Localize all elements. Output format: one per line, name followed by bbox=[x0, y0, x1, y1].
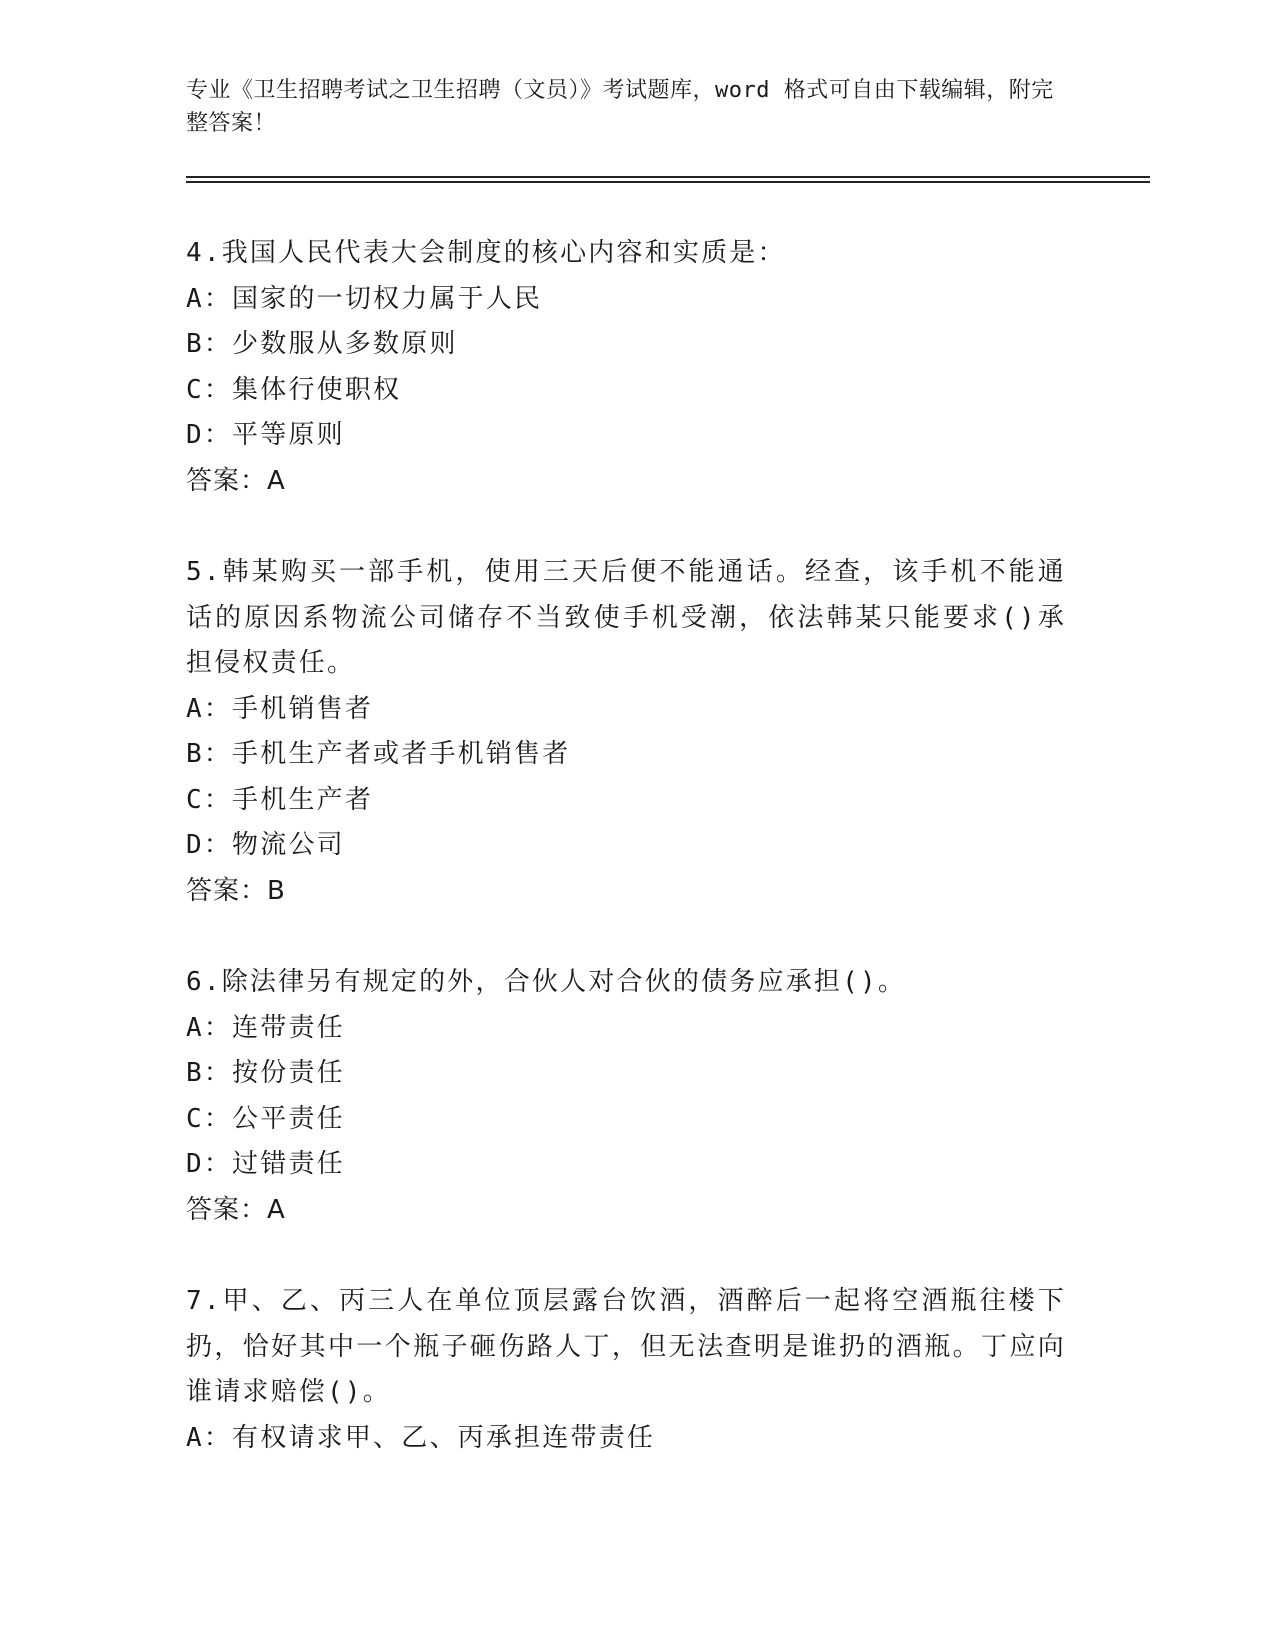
option-b: B：按份责任 bbox=[186, 1058, 345, 1088]
option-a: A：手机销售者 bbox=[186, 693, 374, 724]
option-a: A：国家的一切权力属于人民 bbox=[186, 283, 543, 314]
question-stem: 5.韩某购买一部手机，使用三天后便不能通话。经查，该手机不能通话的原因系物流公司储存不当致使手机受潮，依法韩某只能要求()承担侵权责任。 bbox=[186, 557, 1066, 678]
document-header: 专业《卫生招聘考试之卫生招聘（文员）》考试题库，word 格式可自由下载编辑，附完整答案！ bbox=[186, 78, 1054, 136]
option-c: C：公平责任 bbox=[186, 1103, 345, 1134]
option-c: C：手机生产者 bbox=[186, 784, 374, 815]
option-d: D：平等原则 bbox=[186, 420, 345, 450]
header-divider-bottom bbox=[186, 181, 1150, 183]
option-b: B：少数服从多数原则 bbox=[186, 329, 458, 359]
question-stem: 7.甲、乙、丙三人在单位顶层露台饮酒，酒醉后一起将空酒瓶往楼下扔，恰好其中一个瓶子砸伤路人丁，但无法查明是谁扔的酒瓶。丁应向谁请求赔偿()。 bbox=[186, 1286, 1066, 1407]
option-d: D：物流公司 bbox=[186, 830, 345, 860]
header-divider-top bbox=[186, 176, 1150, 178]
question-7 bbox=[186, 1279, 1066, 1461]
option-c: C：集体行使职权 bbox=[186, 374, 402, 405]
answer: 答案：A bbox=[186, 465, 286, 496]
answer: 答案：A bbox=[186, 1194, 286, 1225]
question-list bbox=[186, 231, 1066, 1507]
option-b: B：手机生产者或者手机销售者 bbox=[186, 739, 571, 769]
option-d: D：过错责任 bbox=[186, 1149, 345, 1179]
answer: 答案：B bbox=[186, 875, 286, 906]
question-6 bbox=[186, 960, 1066, 1233]
question-stem: 4.我国人民代表大会制度的核心内容和实质是： bbox=[186, 238, 786, 268]
option-a: A：连带责任 bbox=[186, 1012, 345, 1043]
question-5 bbox=[186, 550, 1066, 914]
option-a: A：有权请求甲、乙、丙承担连带责任 bbox=[186, 1422, 656, 1453]
question-stem: 6.除法律另有规定的外，合伙人对合伙的债务应承担()。 bbox=[186, 967, 907, 997]
question-4 bbox=[186, 231, 1066, 504]
